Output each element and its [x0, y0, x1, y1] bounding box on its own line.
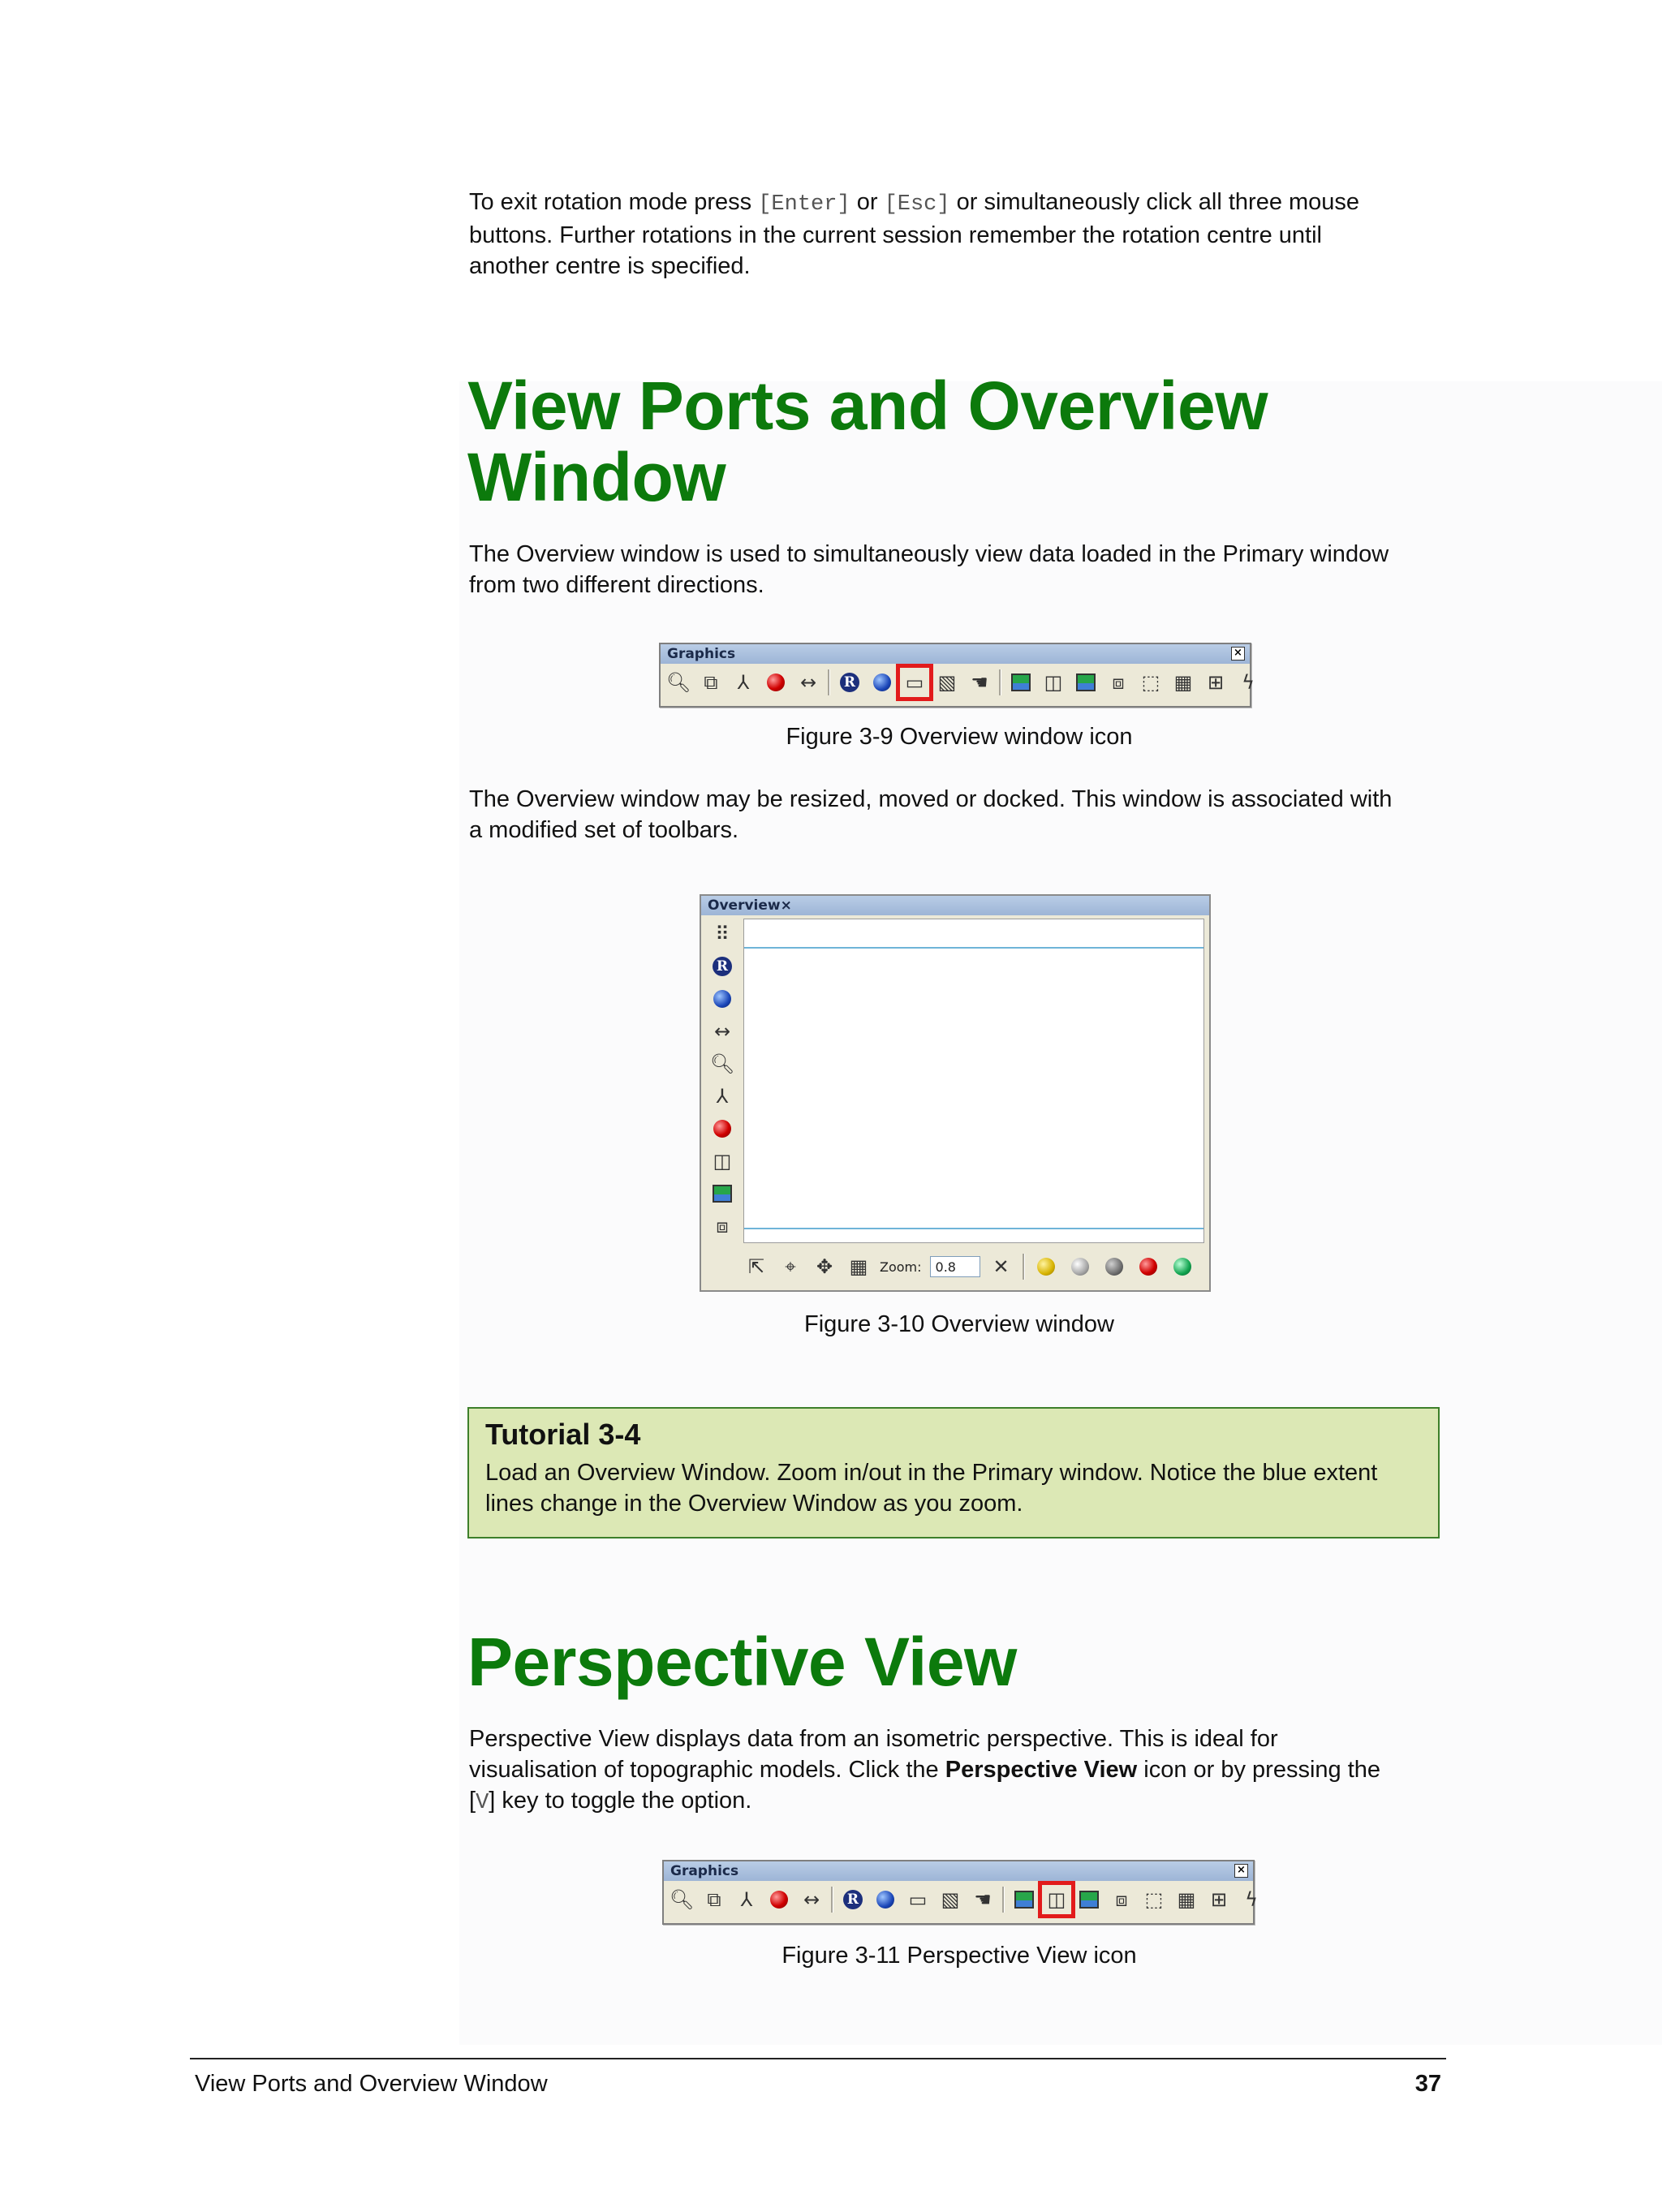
v-key: V: [476, 1791, 489, 1815]
red-ball-icon[interactable]: [1135, 1254, 1161, 1280]
grey-ball-icon[interactable]: [1067, 1254, 1093, 1280]
cube-icon[interactable]: ⧈: [716, 1215, 729, 1237]
zoom-icon[interactable]: 🔍︎: [669, 1888, 695, 1911]
overview-bottom-toolbar: [743, 1248, 1204, 1285]
move-icon[interactable]: ✥: [816, 1255, 833, 1278]
figure-caption: Figure 3-11 Perspective View icon: [781, 1943, 1137, 1969]
axis-icon[interactable]: ⅄: [716, 1085, 729, 1108]
tutorial-title: Tutorial 3-4: [485, 1418, 641, 1451]
toolbar-separator: [831, 1887, 833, 1913]
intro-text: or: [850, 189, 885, 215]
crosshair-icon[interactable]: ⌖: [785, 1255, 796, 1278]
overview-window-icon[interactable]: ▭: [908, 1888, 928, 1911]
image-tool-icon[interactable]: ▧: [941, 1888, 960, 1911]
r-badge-icon[interactable]: R: [840, 1887, 866, 1913]
close-icon[interactable]: ×: [780, 897, 792, 914]
overview-title-bar: [701, 896, 1209, 915]
window-zoom-icon[interactable]: ⧉: [707, 1888, 721, 1911]
perspective-view-icon[interactable]: ◫: [713, 1150, 732, 1173]
paragraph-text: ] key to toggle the option.: [489, 1788, 752, 1814]
paragraph-text: icon or by pressing the: [1137, 1757, 1381, 1783]
figure-caption: Figure 3-10 Overview window: [804, 1311, 1114, 1337]
overview-side-toolbar: [706, 920, 738, 1240]
overview-window-figure: [700, 894, 1211, 1292]
pointer-hand-icon[interactable]: ☚: [974, 1888, 992, 1911]
cube-icon[interactable]: ⧈: [1112, 671, 1125, 694]
gripper-icon[interactable]: ⠿: [715, 923, 730, 945]
footer-rule: [190, 2058, 1446, 2059]
image-tool-icon[interactable]: ▧: [937, 671, 957, 694]
yellow-ball-icon[interactable]: [1033, 1254, 1059, 1280]
paragraph-line: The Overview window may be resized, moved or docked. This window is associated with: [469, 786, 1393, 812]
overview-title: Overview: [708, 897, 781, 914]
globe-icon[interactable]: [872, 1887, 898, 1913]
axis-icon[interactable]: ⅄: [740, 1888, 753, 1911]
zoom-icon[interactable]: 🔍︎: [665, 671, 691, 694]
cube-icon[interactable]: ⧈: [1115, 1888, 1128, 1911]
toolbar-row: [664, 1881, 1258, 1918]
tutorial-line: lines change in the Overview Window as you zoom.: [485, 1491, 1023, 1517]
grid-icon[interactable]: ▦: [1177, 1888, 1196, 1911]
zoom-label: Zoom:: [880, 1259, 922, 1275]
grid-box-icon[interactable]: ⊞: [1210, 1888, 1228, 1911]
section-heading-perspective-view: Perspective View: [467, 1624, 1017, 1700]
toolbar-separator: [1023, 1254, 1025, 1280]
toolbar-row: [661, 664, 1255, 701]
perspective-view-icon[interactable]: ◫: [1044, 1887, 1070, 1913]
picture-cube-icon[interactable]: [1076, 1887, 1102, 1913]
grid-icon[interactable]: ▦: [1173, 671, 1193, 694]
tutorial-text: [485, 1457, 1422, 1519]
paragraph-line: Perspective View displays data from an isometric perspective. This is ideal for: [469, 1726, 1278, 1752]
extent-line: [744, 1228, 1203, 1229]
tutorial-box: [467, 1407, 1440, 1539]
zoom-input[interactable]: 0.8: [930, 1256, 980, 1277]
overview-description: [469, 539, 1451, 600]
picture-icon[interactable]: [1011, 1887, 1037, 1913]
extent-line: [744, 947, 1203, 949]
cube-dotted-icon[interactable]: ⬚: [1144, 1888, 1164, 1911]
red-ball-icon[interactable]: [710, 1115, 734, 1143]
window-zoom-icon[interactable]: ⧉: [704, 671, 718, 694]
toolbar-separator: [1002, 1887, 1005, 1913]
paragraph-line: The Overview window is used to simultaneously view data loaded in the Primary window: [469, 541, 1389, 567]
page-number: 37: [1414, 2071, 1441, 2097]
perspective-description: [469, 1724, 1451, 1818]
red-ball-icon[interactable]: [766, 1887, 792, 1913]
pan-arrows-icon[interactable]: ↔: [803, 1888, 820, 1911]
perspective-view-bold: Perspective View: [945, 1757, 1138, 1783]
intro-paragraph: [469, 187, 1451, 282]
graphics-toolbar-figure-3-11: [662, 1860, 1258, 1925]
zoom-icon[interactable]: 🔍︎: [709, 1052, 735, 1075]
close-icon[interactable]: ×: [1231, 647, 1245, 661]
toolbar-separator: [828, 669, 830, 695]
paragraph-line: from two different directions.: [469, 572, 764, 598]
pointer-hand-icon[interactable]: ☚: [971, 671, 988, 694]
red-ball-icon[interactable]: [763, 669, 789, 695]
grid-icon[interactable]: ▦: [849, 1255, 868, 1278]
picture-icon[interactable]: [1008, 669, 1034, 695]
overview-window-icon[interactable]: ▭: [902, 669, 928, 695]
r-badge-icon[interactable]: R: [710, 953, 734, 980]
toolbar-title-bar: [661, 644, 1250, 664]
axis-icon[interactable]: ⅄: [737, 671, 750, 694]
esc-key: [Esc]: [884, 192, 950, 217]
lightning-icon[interactable]: ϟ: [1245, 1888, 1258, 1911]
picture-icon[interactable]: [710, 1180, 734, 1207]
paragraph-text: visualisation of topographic models. Click the: [469, 1757, 945, 1783]
overview-resize-paragraph: [469, 784, 1451, 846]
paragraph-text: [: [469, 1788, 476, 1814]
select-arrow-icon[interactable]: ⇱: [747, 1255, 765, 1278]
heading-line: View Ports and Overview: [467, 368, 1268, 444]
toolbar-separator: [999, 669, 1001, 695]
grid-box-icon[interactable]: ⊞: [1207, 671, 1225, 694]
r-badge-icon[interactable]: R: [837, 669, 863, 695]
footer-chapter-title: View Ports and Overview Window: [195, 2071, 548, 2097]
overview-canvas[interactable]: [743, 919, 1204, 1243]
figure-caption: Figure 3-9 Overview window icon: [786, 724, 1133, 750]
toolbar-title: Graphics: [670, 1863, 739, 1879]
perspective-view-icon[interactable]: ◫: [1044, 671, 1063, 694]
graphics-toolbar-figure-3-9: [659, 643, 1255, 708]
close-icon[interactable]: ×: [1234, 1864, 1248, 1878]
pan-arrows-icon[interactable]: ↔: [713, 1020, 731, 1043]
tutorial-line: Load an Overview Window. Zoom in/out in the Primary window. Notice the blue extent: [485, 1460, 1378, 1486]
intro-text: buttons. Further rotations in the current session remember the rotation centre until: [469, 222, 1322, 248]
globe-icon[interactable]: [869, 669, 895, 695]
reset-zoom-icon[interactable]: ✕: [992, 1255, 1010, 1278]
intro-text: another centre is specified.: [469, 253, 751, 279]
globe-icon[interactable]: [710, 985, 734, 1013]
toolbar-title: Graphics: [667, 646, 736, 662]
section-heading-view-ports: [467, 370, 1268, 513]
green-ball-icon[interactable]: [1169, 1254, 1195, 1280]
dark-ball-icon[interactable]: [1101, 1254, 1127, 1280]
pan-arrows-icon[interactable]: ↔: [799, 671, 817, 694]
picture-cube-icon[interactable]: [1073, 669, 1099, 695]
intro-text: or simultaneously click all three mouse: [949, 189, 1360, 215]
lightning-icon[interactable]: ϟ: [1242, 671, 1255, 694]
toolbar-title-bar: [664, 1861, 1253, 1881]
cube-dotted-icon[interactable]: ⬚: [1141, 671, 1160, 694]
paragraph-line: a modified set of toolbars.: [469, 817, 739, 843]
heading-line: Window: [467, 439, 726, 515]
intro-text: To exit rotation mode press: [469, 189, 759, 215]
enter-key: [Enter]: [758, 192, 850, 217]
